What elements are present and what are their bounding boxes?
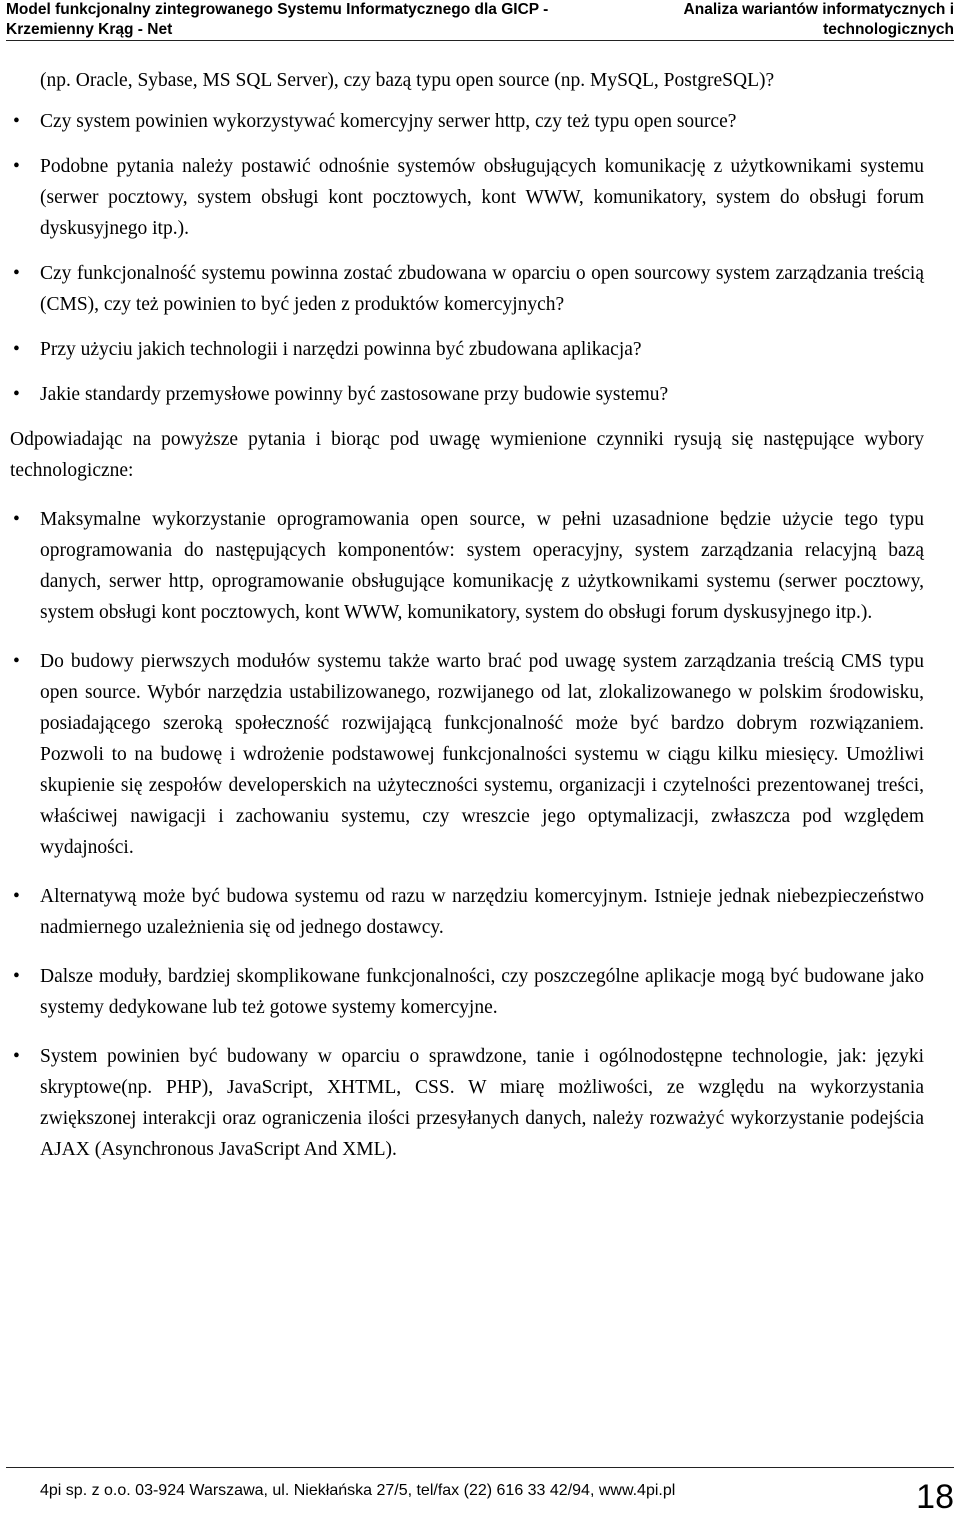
list-item: • Czy funkcjonalność systemu powinna zostać zbudowana w oparciu o open sourcowy system zarządzania treścią (CMS), czy też powinien to być jeden z produktów komercyjnych? [10, 258, 924, 320]
list-item: • Alternatywą może być budowa systemu od razu w narzędziu komercyjnym. Istnieje jednak niebezpieczeństwo nadmiernego uzależnienia się od jednego dostawcy. [10, 881, 924, 943]
list-item: • Dalsze moduły, bardziej skomplikowane funkcjonalności, czy poszczególne aplikacje mogą być budowane jako systemy dedykowane lub też gotowe systemy komercyjne. [10, 961, 924, 1023]
page-header [6, 0, 954, 41]
choices-list [10, 504, 924, 1165]
footer-address: 4pi sp. z o.o. 03-924 Warszawa, ul. Niekłańska 27/5, tel/fax (22) 616 33 42/94, www.4pi.pl [40, 1482, 676, 1499]
page-number: 18 [916, 1478, 954, 1516]
bullet-icon: • [13, 509, 20, 530]
list-item: • Maksymalne wykorzystanie oprogramowania open source, w pełni uzasadnione będzie użycie tego typu oprogramowania do następujących komponentów: system operacyjny, system zarządzania relacyjną bazą danych, serwer http, oprogramowanie obsługujące komunikację z użytkownikami systemu (serwer pocztowy, system obsługi kont pocztowych, kont WWW, komunikatory, system do obsługi forum dyskusyjnego itp.). [10, 504, 924, 628]
bullet-icon: • [13, 384, 20, 405]
bullet-icon: • [13, 1046, 20, 1067]
questions-list [10, 106, 924, 410]
intro-paragraph: Odpowiadając na powyższe pytania i biorąc pod uwagę wymienione czynniki rysują się następujące wybory technologiczne: [10, 429, 924, 481]
bullet-icon: • [13, 156, 20, 177]
bullet-icon: • [13, 651, 20, 672]
list-item: • Czy system powinien wykorzystywać komercyjny serwer http, czy też typu open source? [10, 106, 924, 137]
header-section-title: Analiza wariantów informatycznych i technologicznych [683, 1, 954, 38]
list-item: • Do budowy pierwszych modułów systemu także warto brać pod uwagę system zarządzania treścią CMS typu open source. Wybór narzędzia ustabilizowanego, rozwijanego od lat, zlokalizowanego w polskim środowisku, posiadającego szeroką społeczność rozwijającą funkcjonalność może być bardzo dobrym rozwiązaniem. Pozwoli to na budowę i wdrożenie podstawowej funkcjonalności systemu w ciągu kilku miesięcy. Umożliwi skupienie się zespołów developerskich na użyteczności systemu, organizacji i czytelności prezentowanej treści, właściwej nawigacji i zachowaniu systemu, czy wreszcie jego optymalizacji, zwłaszcza pod względem wydajności. [10, 646, 924, 863]
bullet-icon: • [13, 339, 20, 360]
list-item: • Jakie standardy przemysłowe powinny być zastosowane przy budowie systemu? [10, 379, 924, 410]
header-document-title: Model funkcjonalny zintegrowanego Systemu Informatycznego dla GICP - Krzemienny Krąg - Net [6, 1, 549, 38]
page-footer [6, 1467, 954, 1517]
bullet-icon: • [13, 263, 20, 284]
page-content [10, 65, 924, 1165]
list-item: • Przy użyciu jakich technologii i narzędzi powinna być zbudowana aplikacja? [10, 334, 924, 365]
list-item: • System powinien być budowany w oparciu o sprawdzone, tanie i ogólnodostępne technologie, jak: języki skryptowe(np. PHP), JavaScript, XHTML, CSS. W miarę możliwości, ze względu na wykorzystania zwiększonej interakcji oraz ograniczenia ilości przesyłanych danych, należy rozważyć wykorzystanie podejścia AJAX (Asynchronous JavaScript And XML). [10, 1041, 924, 1165]
bullet-icon: • [13, 111, 20, 132]
list-item: • Podobne pytania należy postawić odnośnie systemów obsługujących komunikację z użytkownikami systemu (serwer pocztowy, system obsługi kont pocztowych, kont WWW, komunikatory, system do obsługi forum dyskusyjnego itp.). [10, 151, 924, 244]
bullet-icon: • [13, 966, 20, 987]
continuation-text: (np. Oracle, Sybase, MS SQL Server), czy bazą typu open source (np. MySQL, PostgreSQL)? [40, 70, 775, 91]
bullet-icon: • [13, 886, 20, 907]
